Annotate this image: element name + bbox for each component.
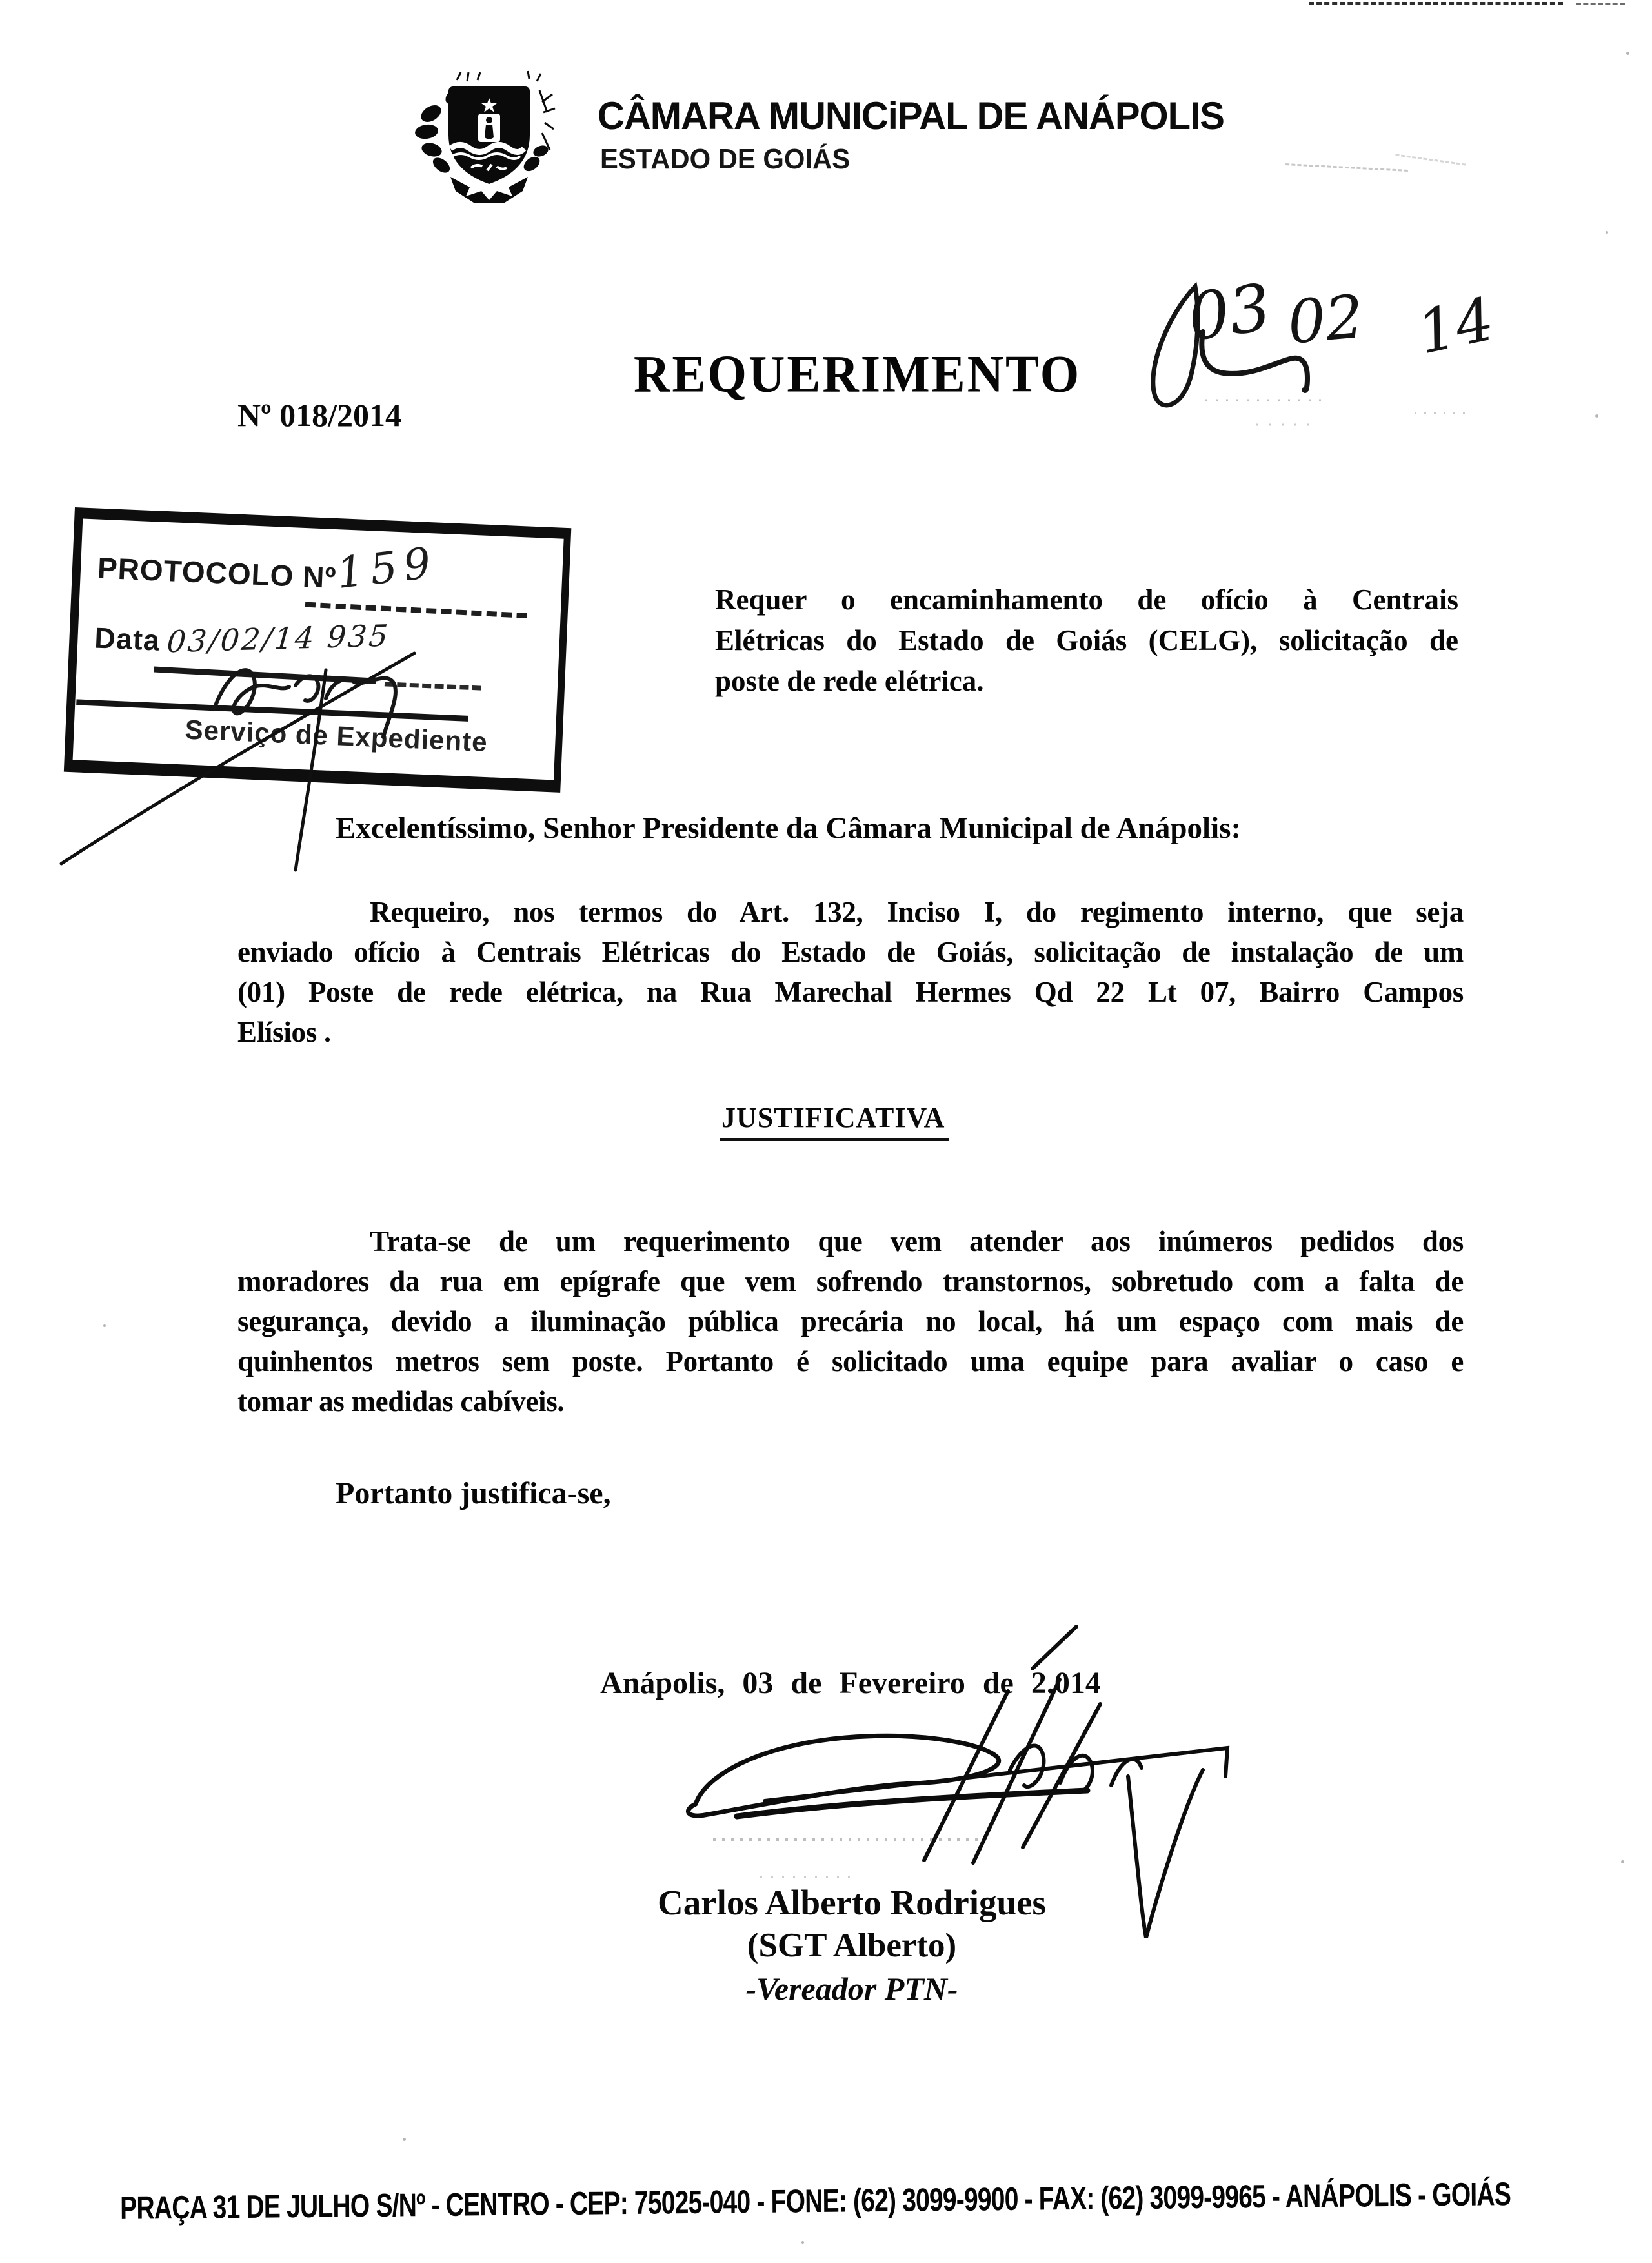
stamp-date-handwritten-value: 03/02/14 935 bbox=[165, 618, 391, 660]
text-line: enviado ofício à Centrais Elétricas do Estado de Goiás, solicitação de instalação de um bbox=[237, 936, 1464, 968]
text-line: Requer o encaminhamento de ofício à Centrais bbox=[715, 584, 1458, 616]
text-line: quinhentos metros sem poste. Portanto é solicitado uma equipe para avaliar o caso e bbox=[237, 1345, 1464, 1377]
body-paragraph-2 bbox=[237, 1221, 1464, 1421]
scan-speck bbox=[1621, 1860, 1624, 1863]
state-name-text: ESTADO DE GOIÁS bbox=[600, 143, 851, 175]
salutation-text: Excelentíssimo, Senhor Presidente da Câmara Municipal de Anápolis: bbox=[336, 811, 1242, 845]
closing-text: Portanto justifica-se, bbox=[336, 1476, 611, 1510]
text-line: Trata-se de um requerimento que vem atender aos inúmeros pedidos dos bbox=[370, 1225, 1464, 1257]
footer-address: PRAÇA 31 DE JULHO S/Nº - CENTRO - CEP: 75025-040 - FONE: (62) 3099-9900 - FAX: (62) 3099-9965 - ANÁPOLIS - GOIÁS bbox=[120, 2175, 1511, 2227]
text-line: moradores da rua em epígrafe que vem sofrendo transtornos, sobretudo com a falta de bbox=[237, 1265, 1464, 1297]
summary-paragraph bbox=[715, 580, 1458, 702]
scan-speck bbox=[403, 2138, 406, 2141]
scan-speck bbox=[1595, 414, 1598, 418]
protocolo-label: PROTOCOLO Nº bbox=[97, 551, 337, 595]
scan-speck bbox=[1606, 231, 1608, 234]
text-line: Requeiro, nos termos do Art. 132, Inciso I, do regimento interno, que seja bbox=[370, 896, 1464, 928]
handwritten-date-annotation bbox=[1123, 258, 1523, 452]
text-line: Elísios . bbox=[237, 1016, 331, 1048]
scan-smudge bbox=[1285, 163, 1408, 172]
signer-alias: (SGT Alberto) bbox=[747, 1927, 957, 1964]
text-line: (01) Poste de rede elétrica, na Rua Marechal Hermes Qd 22 Lt 07, Bairro Campos bbox=[237, 976, 1464, 1008]
coat-of-arms-logo bbox=[412, 66, 567, 203]
stamp-pen-strokes bbox=[39, 639, 439, 884]
org-name-text: CÂMARA MUNICiPAL DE ANÁPOLIS bbox=[598, 94, 1224, 138]
signer-role: -Vereador PTN- bbox=[745, 1971, 958, 2007]
scan-speck bbox=[103, 1324, 106, 1327]
text-line: Elétricas do Estado de Goiás (CELG), solicitação de bbox=[715, 624, 1458, 656]
servico-expediente-label: Serviço de Expediente bbox=[184, 714, 489, 758]
document-title: REQUERIMENTO bbox=[634, 343, 1082, 403]
scan-smudge bbox=[1395, 154, 1466, 165]
body-paragraph-1 bbox=[237, 892, 1464, 1052]
signer-name: Carlos Alberto Rodrigues bbox=[658, 1883, 1046, 1922]
text-line: poste de rede elétrica. bbox=[715, 665, 984, 697]
protocolo-underline bbox=[305, 602, 527, 618]
handwritten-year: 14 bbox=[1411, 284, 1500, 368]
text-line: tomar as medidas cabíveis. bbox=[237, 1385, 565, 1417]
handwritten-day: 03 bbox=[1183, 269, 1276, 356]
document-number: Nº 018/2014 bbox=[237, 397, 402, 433]
scan-edge-dashes bbox=[1309, 2, 1563, 5]
stamp-date-label: Data bbox=[94, 621, 161, 657]
text-line: segurança, devido a iluminação pública precária no local, há um espaço com mais de bbox=[237, 1305, 1464, 1337]
protocolo-handwritten-value: 159 bbox=[334, 537, 440, 599]
dateline-text: Anápolis, 03 de Fevereiro de 2.014 bbox=[600, 1666, 1101, 1700]
handwritten-month: 02 bbox=[1285, 281, 1367, 358]
scan-edge-dashes-2 bbox=[1576, 3, 1625, 5]
justificativa-heading: JUSTIFICATIVA bbox=[720, 1101, 949, 1141]
scan-speck bbox=[1626, 52, 1629, 55]
scan-speck bbox=[801, 2241, 804, 2244]
